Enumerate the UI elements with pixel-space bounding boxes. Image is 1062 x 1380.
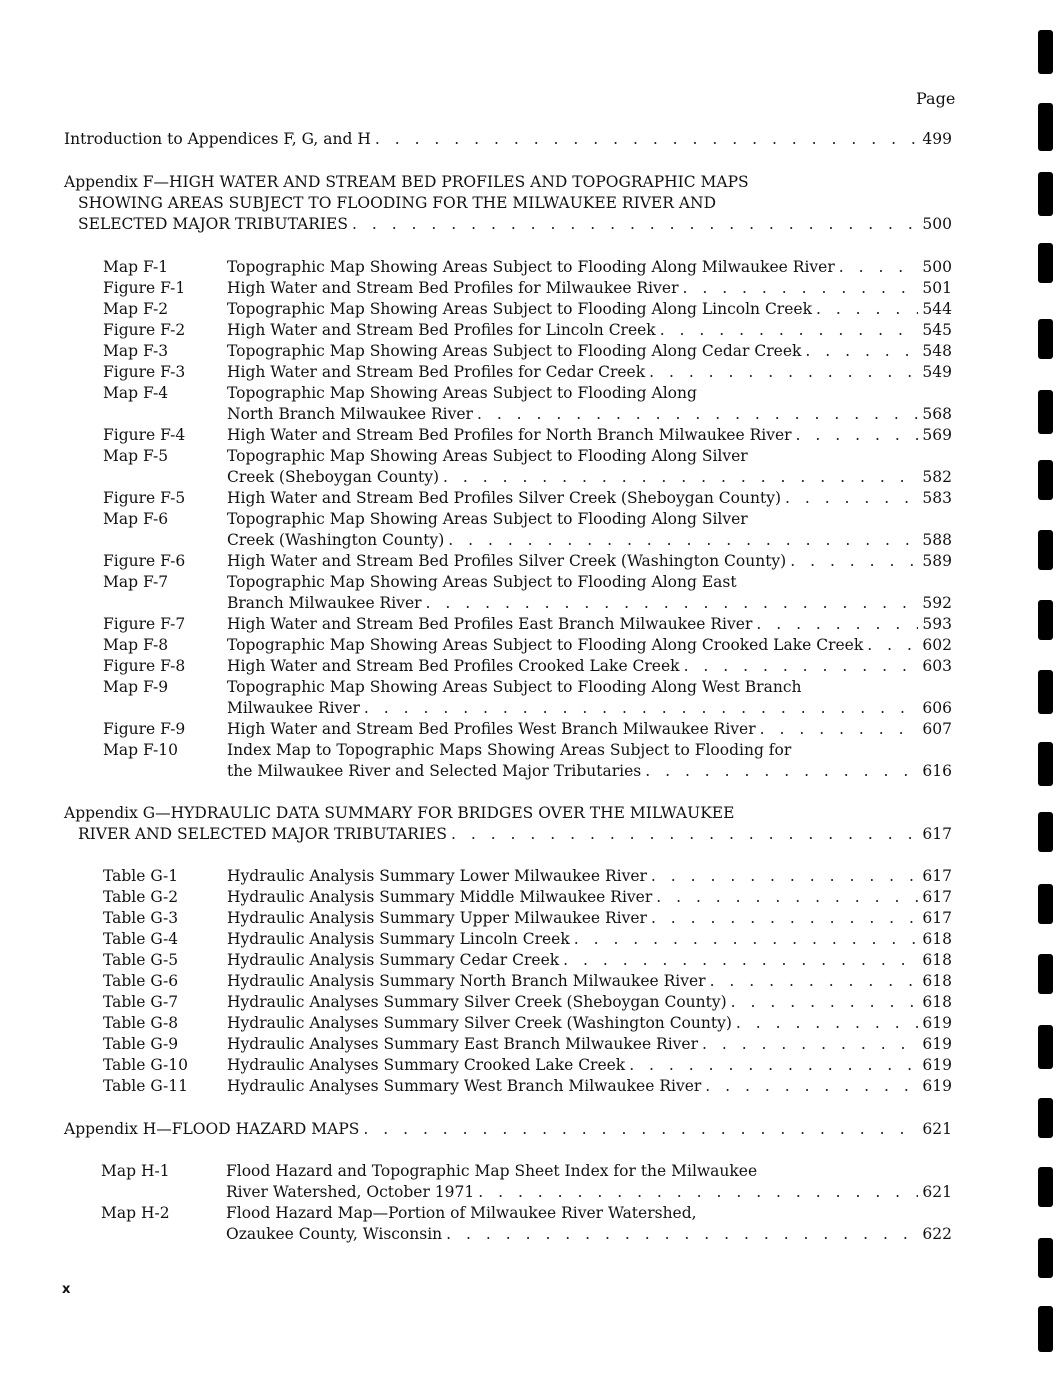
appendix-heading: Appendix F—HIGH WATER AND STREAM BED PROFILES AND TOPOGRAPHIC MAPS bbox=[64, 173, 749, 191]
page-number: 619 bbox=[922, 1014, 952, 1032]
entry-label: Figure F-8 bbox=[103, 657, 186, 675]
entry-label: Table G-5 bbox=[103, 951, 179, 969]
toc-entry-line: Topographic Map Showing Areas Subject to Flooding Along Silver bbox=[227, 510, 748, 528]
page-number: 592 bbox=[922, 594, 952, 612]
dot-leader bbox=[451, 824, 918, 844]
entry-label: Table G-4 bbox=[103, 930, 179, 948]
dot-leader bbox=[375, 129, 918, 149]
entry-title: Ozaukee County, Wisconsin bbox=[226, 1225, 443, 1243]
toc-entry bbox=[227, 929, 952, 949]
entry-title: Topographic Map Showing Areas Subject to Flooding Along Crooked Lake Creek bbox=[227, 636, 864, 654]
entry-label: Figure F-6 bbox=[103, 552, 186, 570]
toc-entry bbox=[227, 656, 952, 676]
entry-label: Map H-1 bbox=[101, 1162, 170, 1180]
entry-title: Hydraulic Analysis Summary Lower Milwaukee River bbox=[227, 867, 647, 885]
page-number: 617 bbox=[922, 867, 952, 885]
entry-title: Hydraulic Analysis Summary North Branch Milwaukee River bbox=[227, 972, 706, 990]
toc-entry bbox=[227, 593, 952, 613]
page-number: 619 bbox=[922, 1056, 952, 1074]
page-number: 619 bbox=[922, 1035, 952, 1053]
page-number: 582 bbox=[922, 468, 952, 486]
appendix-heading: Appendix G—HYDRAULIC DATA SUMMARY FOR BRIDGES OVER THE MILWAUKEE bbox=[64, 804, 735, 822]
entry-label: Table G-11 bbox=[103, 1077, 188, 1095]
page-number: 544 bbox=[922, 300, 952, 318]
dot-leader bbox=[790, 551, 918, 571]
entry-title: High Water and Stream Bed Profiles Silver Creek (Washington County) bbox=[227, 552, 787, 570]
dot-leader bbox=[702, 1034, 918, 1054]
page-number: 602 bbox=[922, 636, 952, 654]
entry-title: Branch Milwaukee River bbox=[227, 594, 422, 612]
toc-entry-line: Topographic Map Showing Areas Subject to Flooding Along West Branch bbox=[227, 678, 802, 696]
entry-label: Map F-4 bbox=[103, 384, 169, 402]
entry-title: Milwaukee River bbox=[227, 699, 360, 717]
dot-leader bbox=[805, 341, 918, 361]
entry-label: Table G-8 bbox=[103, 1014, 179, 1032]
toc-entry bbox=[227, 908, 952, 928]
dot-leader bbox=[682, 278, 918, 298]
toc-entry bbox=[227, 530, 952, 550]
entry-label: Table G-2 bbox=[103, 888, 179, 906]
dot-leader bbox=[426, 593, 918, 613]
entry-label: Map F-8 bbox=[103, 636, 169, 654]
dot-leader bbox=[364, 698, 918, 718]
entry-title: High Water and Stream Bed Profiles Silver Creek (Sheboygan County) bbox=[227, 489, 781, 507]
page-number: 588 bbox=[922, 531, 952, 549]
toc-entry bbox=[227, 404, 952, 424]
entry-label: Figure F-7 bbox=[103, 615, 186, 633]
binder-hole-mark bbox=[1038, 530, 1053, 570]
entry-label: Table G-6 bbox=[103, 972, 179, 990]
page-number: 589 bbox=[922, 552, 952, 570]
binder-hole-mark bbox=[1038, 600, 1053, 640]
toc-entry-line: Index Map to Topographic Maps Showing Areas Subject to Flooding for bbox=[227, 741, 792, 759]
entry-title: the Milwaukee River and Selected Major Tributaries bbox=[227, 762, 642, 780]
entry-label: Map F-3 bbox=[103, 342, 169, 360]
dot-leader bbox=[785, 488, 918, 508]
entry-title: Creek (Sheboygan County) bbox=[227, 468, 440, 486]
entry-title: North Branch Milwaukee River bbox=[227, 405, 473, 423]
dot-leader bbox=[352, 214, 918, 234]
appendix-heading bbox=[78, 214, 952, 234]
entry-label: Map H-2 bbox=[101, 1204, 170, 1222]
page-number: 501 bbox=[922, 279, 952, 297]
binder-hole-mark bbox=[1038, 390, 1053, 434]
binder-hole-mark bbox=[1038, 172, 1053, 216]
entry-title: Topographic Map Showing Areas Subject to Flooding Along Cedar Creek bbox=[227, 342, 802, 360]
binder-hole-mark bbox=[1038, 103, 1053, 151]
entry-label: Map F-9 bbox=[103, 678, 169, 696]
dot-leader bbox=[446, 1224, 918, 1244]
page-number: 618 bbox=[922, 972, 952, 990]
entry-title: Topographic Map Showing Areas Subject to Flooding Along Milwaukee River bbox=[227, 258, 835, 276]
toc-entry bbox=[227, 488, 952, 508]
entry-label: Map F-5 bbox=[103, 447, 169, 465]
dot-leader bbox=[796, 425, 918, 445]
binder-hole-mark bbox=[1038, 1167, 1053, 1207]
page-number: 545 bbox=[922, 321, 952, 339]
toc-entry bbox=[227, 257, 952, 277]
page-number: 593 bbox=[922, 615, 952, 633]
page-number: 617 bbox=[922, 888, 952, 906]
dot-leader bbox=[563, 950, 918, 970]
toc-entry-line: Topographic Map Showing Areas Subject to Flooding Along Silver bbox=[227, 447, 748, 465]
entry-label: Table G-10 bbox=[103, 1056, 188, 1074]
entry-title: Hydraulic Analysis Summary Lincoln Creek bbox=[227, 930, 570, 948]
binder-hole-mark bbox=[1038, 460, 1053, 500]
entry-label: Figure F-1 bbox=[103, 279, 186, 297]
dot-leader bbox=[839, 257, 918, 277]
appendix-heading: SHOWING AREAS SUBJECT TO FLOODING FOR THE MILWAUKEE RIVER AND bbox=[78, 194, 716, 212]
intro-entry bbox=[64, 129, 952, 149]
binder-hole-mark bbox=[1038, 319, 1053, 359]
toc-entry bbox=[227, 887, 952, 907]
toc-entry bbox=[227, 551, 952, 571]
dot-leader bbox=[477, 404, 918, 424]
entry-title: High Water and Stream Bed Profiles Crooked Lake Creek bbox=[227, 657, 680, 675]
binder-hole-mark bbox=[1038, 1238, 1053, 1278]
dot-leader bbox=[731, 992, 918, 1012]
toc-entry bbox=[226, 1224, 952, 1244]
toc-entry bbox=[227, 971, 952, 991]
toc-entry bbox=[227, 950, 952, 970]
dot-leader bbox=[660, 320, 918, 340]
entry-title: Introduction to Appendices F, G, and H bbox=[64, 130, 371, 148]
dot-leader bbox=[710, 971, 918, 991]
entry-label: Map F-6 bbox=[103, 510, 169, 528]
page-number: 617 bbox=[922, 825, 952, 843]
entry-title: Hydraulic Analyses Summary Silver Creek (Washington County) bbox=[227, 1014, 732, 1032]
binder-hole-mark bbox=[1038, 1025, 1053, 1069]
binder-hole-mark bbox=[1038, 670, 1053, 714]
page-number: 603 bbox=[922, 657, 952, 675]
page-number: 621 bbox=[922, 1120, 952, 1138]
entry-label: Map F-10 bbox=[103, 741, 178, 759]
dot-leader bbox=[448, 530, 918, 550]
toc-entry bbox=[226, 1182, 952, 1202]
binder-hole-mark bbox=[1038, 1098, 1053, 1138]
toc-entry bbox=[227, 425, 952, 445]
binder-hole-mark bbox=[1038, 742, 1053, 786]
entry-title: High Water and Stream Bed Profiles for Cedar Creek bbox=[227, 363, 646, 381]
binder-hole-mark bbox=[1038, 884, 1053, 924]
entry-label: Map F-2 bbox=[103, 300, 169, 318]
toc-entry bbox=[227, 1076, 952, 1096]
toc-entry bbox=[227, 698, 952, 718]
dot-leader bbox=[705, 1076, 918, 1096]
dot-leader bbox=[649, 362, 918, 382]
binder-hole-mark bbox=[1038, 1306, 1053, 1352]
page-number: 618 bbox=[922, 951, 952, 969]
entry-title: High Water and Stream Bed Profiles for North Branch Milwaukee River bbox=[227, 426, 792, 444]
toc-entry-line: Topographic Map Showing Areas Subject to Flooding Along East bbox=[227, 573, 737, 591]
appendix-heading bbox=[78, 824, 952, 844]
toc-entry bbox=[227, 866, 952, 886]
dot-leader bbox=[760, 719, 918, 739]
entry-title: Hydraulic Analyses Summary West Branch Milwaukee River bbox=[227, 1077, 702, 1095]
toc-entry-line: Flood Hazard and Topographic Map Sheet Index for the Milwaukee bbox=[226, 1162, 758, 1180]
page-number: 616 bbox=[922, 762, 952, 780]
binder-hole-mark bbox=[1038, 30, 1053, 74]
entry-label: Figure F-4 bbox=[103, 426, 186, 444]
entry-title: River Watershed, October 1971 bbox=[226, 1183, 475, 1201]
dot-leader bbox=[684, 656, 918, 676]
dot-leader bbox=[816, 299, 918, 319]
binder-hole-mark bbox=[1038, 812, 1053, 852]
entry-title: Hydraulic Analysis Summary Middle Milwaukee River bbox=[227, 888, 653, 906]
entry-label: Map F-1 bbox=[103, 258, 169, 276]
toc-entry bbox=[227, 1034, 952, 1054]
page-number: 499 bbox=[922, 130, 952, 148]
page-number: 569 bbox=[922, 426, 952, 444]
entry-label: Table G-1 bbox=[103, 867, 179, 885]
page-number: 619 bbox=[922, 1077, 952, 1095]
entry-title: High Water and Stream Bed Profiles for Milwaukee River bbox=[227, 279, 679, 297]
toc-entry bbox=[227, 719, 952, 739]
page-number: 606 bbox=[922, 699, 952, 717]
page-number: 500 bbox=[922, 215, 952, 233]
toc-entry bbox=[227, 635, 952, 655]
entry-title: High Water and Stream Bed Profiles for Lincoln Creek bbox=[227, 321, 656, 339]
entry-label: Table G-3 bbox=[103, 909, 179, 927]
entry-title: Topographic Map Showing Areas Subject to Flooding Along Lincoln Creek bbox=[227, 300, 812, 318]
dot-leader bbox=[363, 1119, 918, 1139]
page-number: 607 bbox=[922, 720, 952, 738]
toc-entry bbox=[227, 299, 952, 319]
entry-title: Creek (Washington County) bbox=[227, 531, 445, 549]
entry-title: RIVER AND SELECTED MAJOR TRIBUTARIES bbox=[78, 825, 447, 843]
toc-entry-line: Flood Hazard Map—Portion of Milwaukee River Watershed, bbox=[226, 1204, 697, 1222]
toc-entry bbox=[227, 761, 952, 781]
page-number: 617 bbox=[922, 909, 952, 927]
dot-leader bbox=[478, 1182, 918, 1202]
binder-hole-mark bbox=[1038, 954, 1053, 994]
toc-entry bbox=[227, 320, 952, 340]
binder-hole-mark bbox=[1038, 243, 1053, 283]
page-number: 548 bbox=[922, 342, 952, 360]
page-number: 621 bbox=[922, 1183, 952, 1201]
dot-leader bbox=[651, 866, 918, 886]
dot-leader bbox=[645, 761, 918, 781]
appendix-heading bbox=[64, 1119, 952, 1139]
entry-title: Hydraulic Analysis Summary Upper Milwaukee River bbox=[227, 909, 647, 927]
toc-entry bbox=[227, 467, 952, 487]
toc-entry bbox=[227, 1055, 952, 1075]
entry-label: Map F-7 bbox=[103, 573, 169, 591]
page-number: 568 bbox=[922, 405, 952, 423]
entry-title: Hydraulic Analyses Summary Silver Creek (Sheboygan County) bbox=[227, 993, 727, 1011]
toc-entry bbox=[227, 341, 952, 361]
entry-title: Hydraulic Analyses Summary East Branch Milwaukee River bbox=[227, 1035, 699, 1053]
page-number-footer: x bbox=[62, 1282, 71, 1297]
entry-label: Table G-9 bbox=[103, 1035, 179, 1053]
entry-title: High Water and Stream Bed Profiles East Branch Milwaukee River bbox=[227, 615, 753, 633]
page-number: 549 bbox=[922, 363, 952, 381]
dot-leader bbox=[656, 887, 918, 907]
toc-entry bbox=[227, 992, 952, 1012]
page-number: 618 bbox=[922, 930, 952, 948]
dot-leader bbox=[443, 467, 918, 487]
entry-title: Hydraulic Analysis Summary Cedar Creek bbox=[227, 951, 560, 969]
dot-leader bbox=[867, 635, 918, 655]
page-column-header: Page bbox=[916, 89, 956, 108]
toc-entry-line: Topographic Map Showing Areas Subject to Flooding Along bbox=[227, 384, 697, 402]
entry-label: Figure F-9 bbox=[103, 720, 186, 738]
page-number: 618 bbox=[922, 993, 952, 1011]
entry-title: Hydraulic Analyses Summary Crooked Lake Creek bbox=[227, 1056, 626, 1074]
toc-entry bbox=[227, 278, 952, 298]
entry-title: Appendix H—FLOOD HAZARD MAPS bbox=[64, 1120, 360, 1138]
entry-label: Figure F-5 bbox=[103, 489, 186, 507]
toc-entry bbox=[227, 1013, 952, 1033]
page-number: 622 bbox=[922, 1225, 952, 1243]
page-number: 583 bbox=[922, 489, 952, 507]
entry-label: Figure F-3 bbox=[103, 363, 186, 381]
dot-leader bbox=[756, 614, 918, 634]
dot-leader bbox=[574, 929, 918, 949]
entry-label: Table G-7 bbox=[103, 993, 179, 1011]
dot-leader bbox=[736, 1013, 918, 1033]
dot-leader bbox=[629, 1055, 918, 1075]
page-number: 500 bbox=[922, 258, 952, 276]
toc-entry bbox=[227, 362, 952, 382]
dot-leader bbox=[651, 908, 918, 928]
entry-label: Figure F-2 bbox=[103, 321, 186, 339]
toc-entry bbox=[227, 614, 952, 634]
entry-title: High Water and Stream Bed Profiles West Branch Milwaukee River bbox=[227, 720, 756, 738]
entry-title: SELECTED MAJOR TRIBUTARIES bbox=[78, 215, 348, 233]
